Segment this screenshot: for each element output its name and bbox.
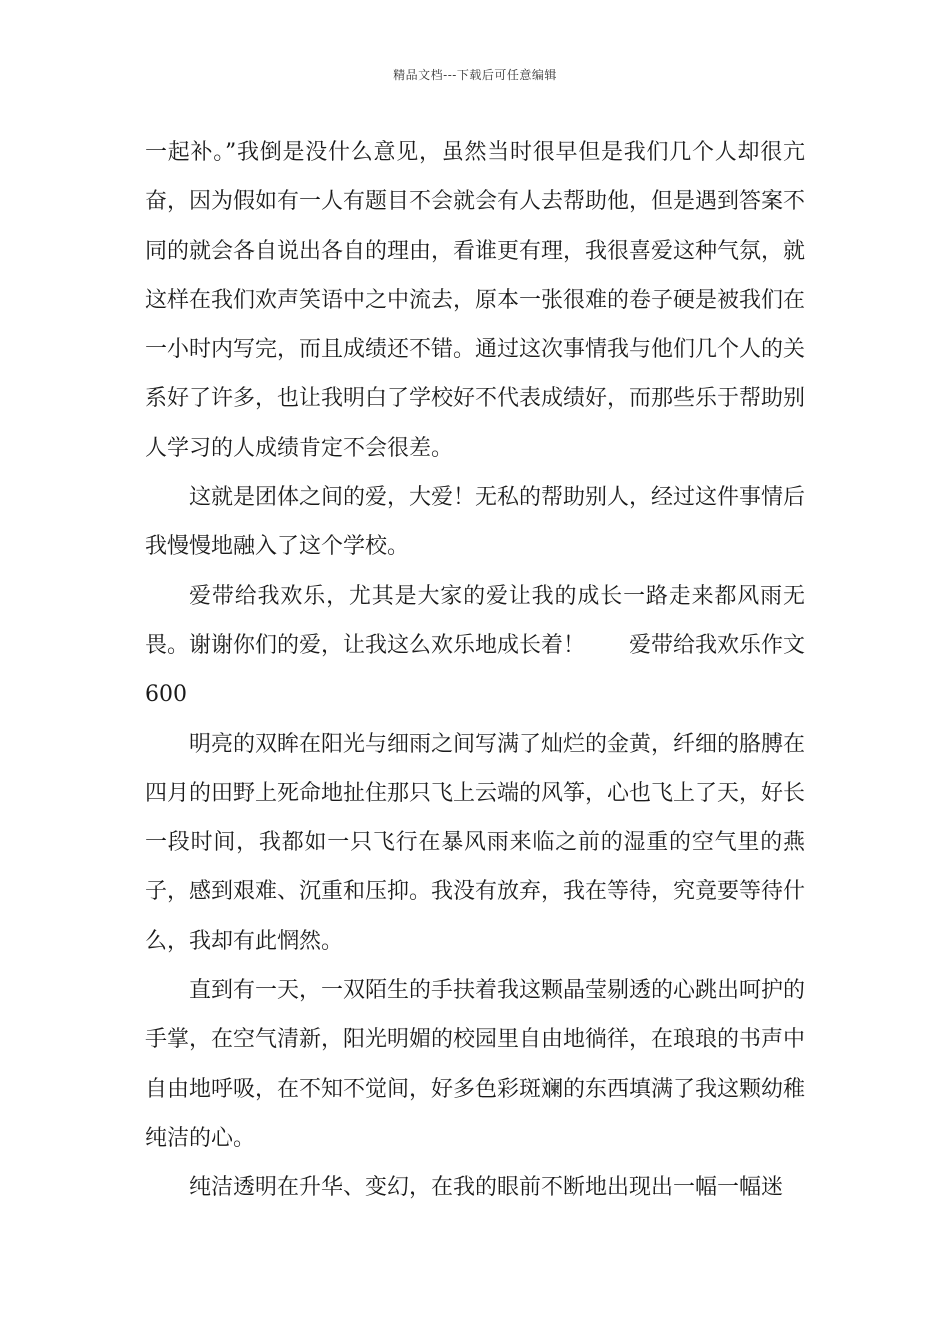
paragraph-5: 直到有一天，一双陌生的手扶着我这颗晶莹剔透的心跳出呵护的手掌，在空气清新，阳光明媚的校园里自由地徜徉，在琅琅的书声中自由地呼吸，在不知不觉间，好多色彩斑斓的东西填满了我这颗幼稚纯洁的心。 xyxy=(145,978,806,1151)
page-header: 精品文档---下载后可任意编辑 xyxy=(393,68,557,82)
paragraph-6: 纯洁透明在升华、变幻，在我的眼前不断地出现出一幅一幅迷 xyxy=(189,1175,784,1201)
paragraph-2: 这就是团体之间的爱，大爱！无私的帮助别人，经过这件事情后我慢慢地融入了这个学校。 xyxy=(145,485,806,560)
paragraph-3: 爱带给我欢乐，尤其是大家的爱让我的成长一路走来都风雨无畏。谢谢你们的爱，让我这么欢乐地成长着！ 爱带给我欢乐作文600 xyxy=(145,583,806,708)
paragraph-4: 明亮的双眸在阳光与细雨之间写满了灿烂的金黄，纤细的胳膊在四月的田野上死命地扯住那只飞上云端的风筝，心也飞上了天，好长一段时间，我都如一只飞行在暴风雨来临之前的湿重的空气里的燕子，感到艰难、沉重和压抑。我没有放弃，我在等待，究竟要等待什么，我却有此惘然。 xyxy=(145,731,806,954)
paragraph-1: 一起补。”我倒是没什么意见，虽然当时很早但是我们几个人却很亢奋，因为假如有一人有题目不会就会有人去帮助他，但是遇到答案不同的就会各自说出各自的理由，看谁更有理，我很喜爱这种气氛，就这样在我们欢声笑语中之中流去，原本一张很难的卷子硬是被我们在一小时内写完，而且成绩还不错。通过这次事情我与他们几个人的关系好了许多，也让我明白了学校好不代表成绩好，而那些乐于帮助别人学习的人成绩肯定不会很差。 xyxy=(145,140,806,461)
document-body xyxy=(145,128,805,1213)
